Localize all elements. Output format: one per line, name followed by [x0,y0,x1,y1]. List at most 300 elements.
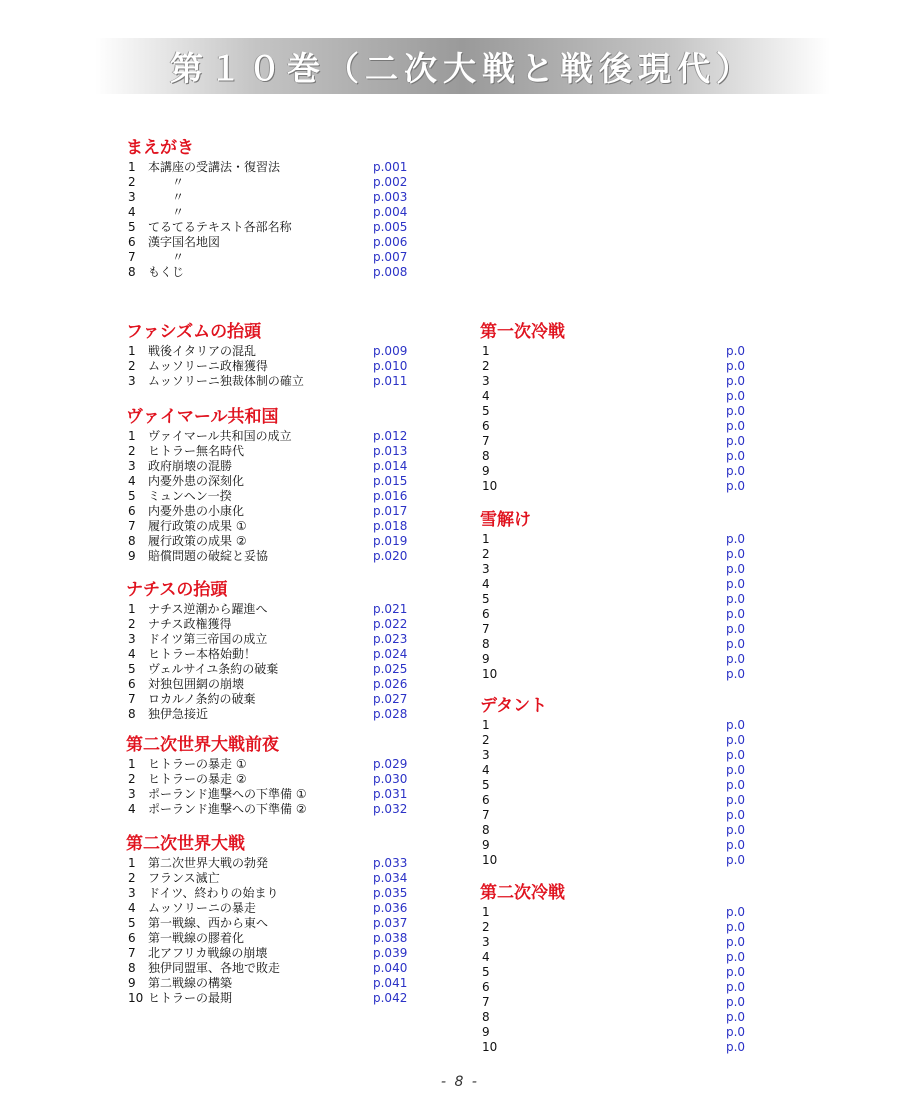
toc-entry[interactable] [480,622,770,637]
toc-entry[interactable] [480,419,770,434]
entry-number: 3 [128,459,136,473]
entry-title: 内憂外患の深刻化 [148,474,245,488]
toc-entry[interactable] [480,995,770,1010]
entry-page: p.0 [726,920,746,934]
toc-entry[interactable] [126,534,426,549]
toc-entry[interactable] [480,577,770,592]
toc-entry[interactable] [126,901,426,916]
entry-page: p.040 [373,961,408,975]
entry-page: p.017 [373,504,408,518]
entry-page: p.0 [726,532,746,546]
entry-page: p.013 [373,444,408,458]
entry-number: 1 [128,344,136,358]
toc-entry[interactable] [480,920,770,935]
entry-page: p.016 [373,489,408,503]
entry-page: p.041 [373,976,408,990]
entry-page: p.039 [373,946,408,960]
entry-page: p.0 [726,359,746,373]
toc-section [480,694,770,868]
entry-number: 3 [128,190,136,204]
entry-title: ヒトラー無名時代 [148,444,245,458]
entry-page: p.022 [373,617,408,631]
entry-title: 第一戦線の膠着化 [148,931,245,945]
entry-number: 8 [482,1010,490,1024]
toc-entry[interactable] [480,838,770,853]
entry-title: 戦後イタリアの混乱 [148,344,257,358]
entry-title: ヴェルサイユ条約の破棄 [148,662,279,676]
toc-entry[interactable] [126,961,426,976]
entry-page: p.0 [726,464,746,478]
entry-number: 4 [482,950,490,964]
toc-entry[interactable] [480,607,770,622]
entry-number: 1 [482,344,490,358]
entry-title: ヒトラーの暴走 ② [148,772,247,786]
entry-number: 1 [128,602,136,616]
toc-entry[interactable] [126,946,426,961]
entry-number: 7 [482,434,490,448]
entry-page: p.025 [373,662,408,676]
entry-page: p.0 [726,823,746,837]
entry-page: p.004 [373,205,408,219]
entry-number: 6 [482,980,490,994]
entry-page: p.0 [726,965,746,979]
entry-page: p.0 [726,419,746,433]
toc-entry[interactable] [126,886,426,901]
entry-title: てるてるテキスト各部名称 [148,220,292,234]
entry-page: p.019 [373,534,408,548]
section-title: 第二次世界大戦 [126,834,245,854]
entry-number: 8 [482,823,490,837]
entry-number: 3 [128,787,136,801]
entry-number: 2 [128,871,136,885]
entry-page: p.0 [726,344,746,358]
entry-page: p.0 [726,793,746,807]
entry-page: p.006 [373,235,408,249]
toc-entry[interactable] [126,602,426,617]
entry-page: p.020 [373,549,408,563]
section-title: ヴァイマール共和国 [126,407,279,427]
toc-entry[interactable] [126,549,426,564]
toc-entry[interactable] [480,652,770,667]
page-number: - 8 - [441,1074,479,1090]
entry-page: p.012 [373,429,408,443]
section-title: デタント [480,696,548,716]
entry-page: p.0 [726,853,746,867]
entry-number: 10 [482,667,498,681]
entry-page: p.018 [373,519,408,533]
entry-title: ミュンヘン一揆 [148,489,232,503]
entry-page: p.030 [373,772,408,786]
entry-number: 2 [482,920,490,934]
entry-page: p.001 [373,160,408,174]
toc-entry[interactable] [480,359,770,374]
toc-entry[interactable] [126,692,426,707]
entry-page: p.024 [373,647,408,661]
entry-number: 9 [482,652,490,666]
entry-page: p.0 [726,479,746,493]
entry-number: 1 [128,429,136,443]
toc-section [126,832,426,1006]
toc-section [480,320,770,494]
entry-page: p.003 [373,190,408,204]
entry-page: p.032 [373,802,408,816]
toc-entry[interactable] [126,344,426,359]
entry-number: 7 [128,519,136,533]
entry-page: p.0 [726,577,746,591]
entry-page: p.031 [373,787,408,801]
toc-entry[interactable] [126,175,426,190]
entry-title: ドイツ、終わりの始まり [148,886,279,900]
entry-number: 1 [482,718,490,732]
toc-entry[interactable] [480,449,770,464]
entry-number: 5 [482,592,490,606]
toc-entry[interactable] [480,479,770,494]
entry-page: p.014 [373,459,408,473]
toc-entry[interactable] [126,504,426,519]
toc-entry[interactable] [126,190,426,205]
entry-page: p.023 [373,632,408,646]
entry-title: 独伊同盟軍、各地で敗走 [148,961,281,975]
entry-number: 3 [128,886,136,900]
entry-number: 3 [482,935,490,949]
entry-number: 9 [482,464,490,478]
entry-number: 5 [128,220,136,234]
entry-page: p.0 [726,592,746,606]
entry-page: p.011 [373,374,408,388]
toc-entry[interactable] [480,718,770,733]
entry-number: 4 [128,474,136,488]
entry-title: ムッソリーニの暴走 [148,901,256,915]
entry-page: p.005 [373,220,408,234]
entry-page: p.029 [373,757,408,771]
entry-number: 9 [482,838,490,852]
toc-entry[interactable] [480,637,770,652]
toc-entry[interactable] [126,991,426,1006]
toc-entry[interactable] [480,823,770,838]
entry-page: p.0 [726,1025,746,1039]
entry-title: フランス滅亡 [148,871,220,885]
toc-entry[interactable] [480,733,770,748]
entry-number: 7 [482,995,490,1009]
entry-number: 10 [128,991,144,1005]
entry-number: 8 [128,707,136,721]
toc-entry[interactable] [480,748,770,763]
toc-section [126,136,426,280]
toc-entry[interactable] [480,763,770,778]
toc-entry[interactable] [480,547,770,562]
page-title: 第１０巻（二次大戦と戦後現代） [170,48,755,88]
entry-number: 4 [128,901,136,915]
entry-page: p.010 [373,359,408,373]
entry-number: 8 [482,637,490,651]
toc-entry[interactable] [126,429,426,444]
toc-section [126,320,426,389]
entry-title: 履行政策の成果 ① [148,519,247,533]
entry-number: 5 [128,662,136,676]
entry-title: 対独包囲網の崩壊 [148,677,245,691]
entry-number: 3 [128,374,136,388]
entry-title: ロカルノ条約の破棄 [148,692,256,706]
section-title: ナチスの抬頭 [126,580,228,600]
toc-entry[interactable] [126,707,426,722]
entry-title: ナチス逆潮から躍進へ [148,602,268,616]
entry-title: 〃 [148,250,185,264]
entry-page: p.002 [373,175,408,189]
toc-section [480,508,770,682]
toc-entry[interactable] [126,931,426,946]
entry-title: 政府崩壊の混勝 [148,459,233,473]
toc-entry[interactable] [480,965,770,980]
entry-number: 5 [128,916,136,930]
toc-entry[interactable] [126,374,426,389]
entry-number: 6 [128,677,136,691]
entry-title: 独伊急接近 [148,707,209,721]
entry-number: 2 [128,617,136,631]
toc-entry[interactable] [126,205,426,220]
section-title: 第一次冷戦 [480,322,565,342]
toc-entry[interactable] [126,617,426,632]
entry-page: p.028 [373,707,408,721]
entry-page: p.0 [726,389,746,403]
entry-title: 漢字国名地図 [148,235,221,249]
entry-number: 5 [482,965,490,979]
entry-number: 1 [482,905,490,919]
toc-entry[interactable] [480,853,770,868]
toc-entry[interactable] [480,1010,770,1025]
toc-entry[interactable] [480,808,770,823]
entry-page: p.015 [373,474,408,488]
entry-number: 2 [128,359,136,373]
entry-page: p.021 [373,602,408,616]
entry-number: 1 [128,160,136,174]
entry-title: 〃 [148,190,185,204]
toc-entry[interactable] [126,220,426,235]
entry-title: 北アフリカ戦線の崩壊 [148,946,268,960]
entry-page: p.0 [726,763,746,777]
toc-entry[interactable] [126,265,426,280]
toc-entry[interactable] [126,359,426,374]
entry-number: 3 [482,562,490,576]
entry-number: 2 [128,444,136,458]
entry-page: p.042 [373,991,408,1005]
entry-number: 4 [482,389,490,403]
toc-entry[interactable] [126,772,426,787]
entry-number: 8 [482,449,490,463]
toc-entry[interactable] [126,976,426,991]
entry-number: 7 [482,808,490,822]
entry-number: 9 [482,1025,490,1039]
toc-entry[interactable] [126,787,426,802]
toc-section [126,405,426,564]
section-title: 雪解け [480,510,531,530]
entry-title: 第二次世界大戦の勃発 [148,856,269,870]
entry-number: 5 [482,404,490,418]
toc-entry[interactable] [126,871,426,886]
entry-number: 10 [482,1040,498,1054]
entry-page: p.0 [726,562,746,576]
entry-number: 3 [482,374,490,388]
toc-entry[interactable] [480,374,770,389]
entry-page: p.0 [726,667,746,681]
toc-entry[interactable] [126,474,426,489]
entry-title: 〃 [148,205,185,219]
entry-page: p.0 [726,950,746,964]
entry-page: p.0 [726,637,746,651]
entry-number: 8 [128,961,136,975]
toc-entry[interactable] [480,778,770,793]
entry-number: 7 [482,622,490,636]
toc-entry[interactable] [126,160,426,175]
toc-section [480,881,770,1055]
title-banner [95,38,830,94]
entry-number: 4 [128,205,136,219]
entry-title: ムッソリーニ政権獲得 [148,359,268,373]
toc-entry[interactable] [126,647,426,662]
entry-page: p.033 [373,856,408,870]
entry-page: p.0 [726,733,746,747]
entry-page: p.038 [373,931,408,945]
toc-entry[interactable] [126,632,426,647]
entry-number: 1 [128,856,136,870]
entry-page: p.027 [373,692,408,706]
toc-entry[interactable] [480,1040,770,1055]
toc-entry[interactable] [126,459,426,474]
toc-entry[interactable] [480,905,770,920]
entry-page: p.034 [373,871,408,885]
entry-page: p.0 [726,778,746,792]
toc-section [126,733,426,817]
toc-entry[interactable] [126,757,426,772]
toc-entry[interactable] [126,856,426,871]
entry-page: p.0 [726,1010,746,1024]
entry-page: p.008 [373,265,408,279]
toc-entry[interactable] [480,389,770,404]
entry-page: p.035 [373,886,408,900]
entry-number: 6 [482,419,490,433]
toc-entry[interactable] [126,250,426,265]
entry-title: 賠償問題の破綻と妥協 [148,549,269,563]
entry-number: 6 [128,504,136,518]
entry-title: 内憂外患の小康化 [148,504,245,518]
entry-number: 2 [482,359,490,373]
entry-number: 3 [482,748,490,762]
entry-title: ナチス政権獲得 [148,617,232,631]
entry-title: ヒトラーの暴走 ① [148,757,247,771]
entry-page: p.0 [726,748,746,762]
toc-entry[interactable] [480,1025,770,1040]
toc-entry[interactable] [480,344,770,359]
entry-number: 8 [128,265,136,279]
toc-entry[interactable] [480,667,770,682]
entry-page: p.0 [726,995,746,1009]
toc-entry[interactable] [480,404,770,419]
entry-page: p.0 [726,718,746,732]
toc-entry[interactable] [480,793,770,808]
entry-number: 7 [128,692,136,706]
toc-entry[interactable] [480,592,770,607]
entry-page: p.0 [726,547,746,561]
entry-page: p.007 [373,250,408,264]
entry-number: 2 [482,547,490,561]
entry-number: 4 [482,577,490,591]
entry-title: 第二戦線の構築 [148,976,233,990]
entry-page: p.0 [726,622,746,636]
toc-entry[interactable] [480,562,770,577]
section-title: 第二次冷戦 [480,883,565,903]
entry-number: 3 [128,632,136,646]
entry-page: p.026 [373,677,408,691]
entry-page: p.0 [726,935,746,949]
entry-page: p.0 [726,838,746,852]
entry-page: p.037 [373,916,408,930]
entry-number: 1 [128,757,136,771]
entry-number: 2 [128,175,136,189]
entry-page: p.0 [726,1040,746,1054]
toc-entry[interactable] [480,464,770,479]
entry-title: ヒトラーの最期 [148,991,233,1005]
entry-title: ドイツ第三帝国の成立 [148,632,268,646]
entry-title: 〃 [148,175,185,189]
toc-entry[interactable] [480,980,770,995]
entry-page: p.0 [726,374,746,388]
entry-title: 本講座の受講法・復習法 [148,160,281,174]
entry-number: 1 [482,532,490,546]
entry-number: 4 [128,802,136,816]
entry-title: ヴァイマール共和国の成立 [148,429,292,443]
toc-section [126,578,426,722]
toc-entry[interactable] [480,935,770,950]
entry-number: 9 [128,976,136,990]
entry-page: p.0 [726,434,746,448]
entry-number: 4 [128,647,136,661]
entry-page: p.009 [373,344,408,358]
entry-page: p.0 [726,980,746,994]
toc-entry[interactable] [126,662,426,677]
entry-title: ポーランド進撃への下準備 ② [148,802,307,816]
toc-entry[interactable] [126,519,426,534]
toc-entry[interactable] [126,916,426,931]
entry-number: 6 [482,607,490,621]
entry-number: 6 [128,235,136,249]
entry-title: ポーランド進撃への下準備 ① [148,787,307,801]
entry-page: p.0 [726,449,746,463]
entry-page: p.0 [726,652,746,666]
toc-entry[interactable] [480,434,770,449]
toc-entry[interactable] [480,532,770,547]
entry-title: ヒトラー本格始動！ [148,647,257,661]
entry-number: 8 [128,534,136,548]
entry-page: p.0 [726,808,746,822]
toc-entry[interactable] [126,802,426,817]
toc-entry[interactable] [126,444,426,459]
entry-title: 履行政策の成果 ② [148,534,247,548]
section-title: ファシズムの抬頭 [126,322,262,342]
entry-number: 5 [482,778,490,792]
section-title: 第二次世界大戦前夜 [126,735,279,755]
toc-entry[interactable] [480,950,770,965]
entry-page: p.036 [373,901,408,915]
entry-number: 10 [482,479,498,493]
entry-number: 5 [128,489,136,503]
toc-entry[interactable] [126,489,426,504]
entry-number: 7 [128,946,136,960]
section-title: まえがき [126,138,194,158]
entry-number: 9 [128,549,136,563]
entry-title: ムッソリーニ独裁体制の確立 [148,374,304,388]
entry-number: 6 [482,793,490,807]
toc-entry[interactable] [126,677,426,692]
toc-entry[interactable] [126,235,426,250]
